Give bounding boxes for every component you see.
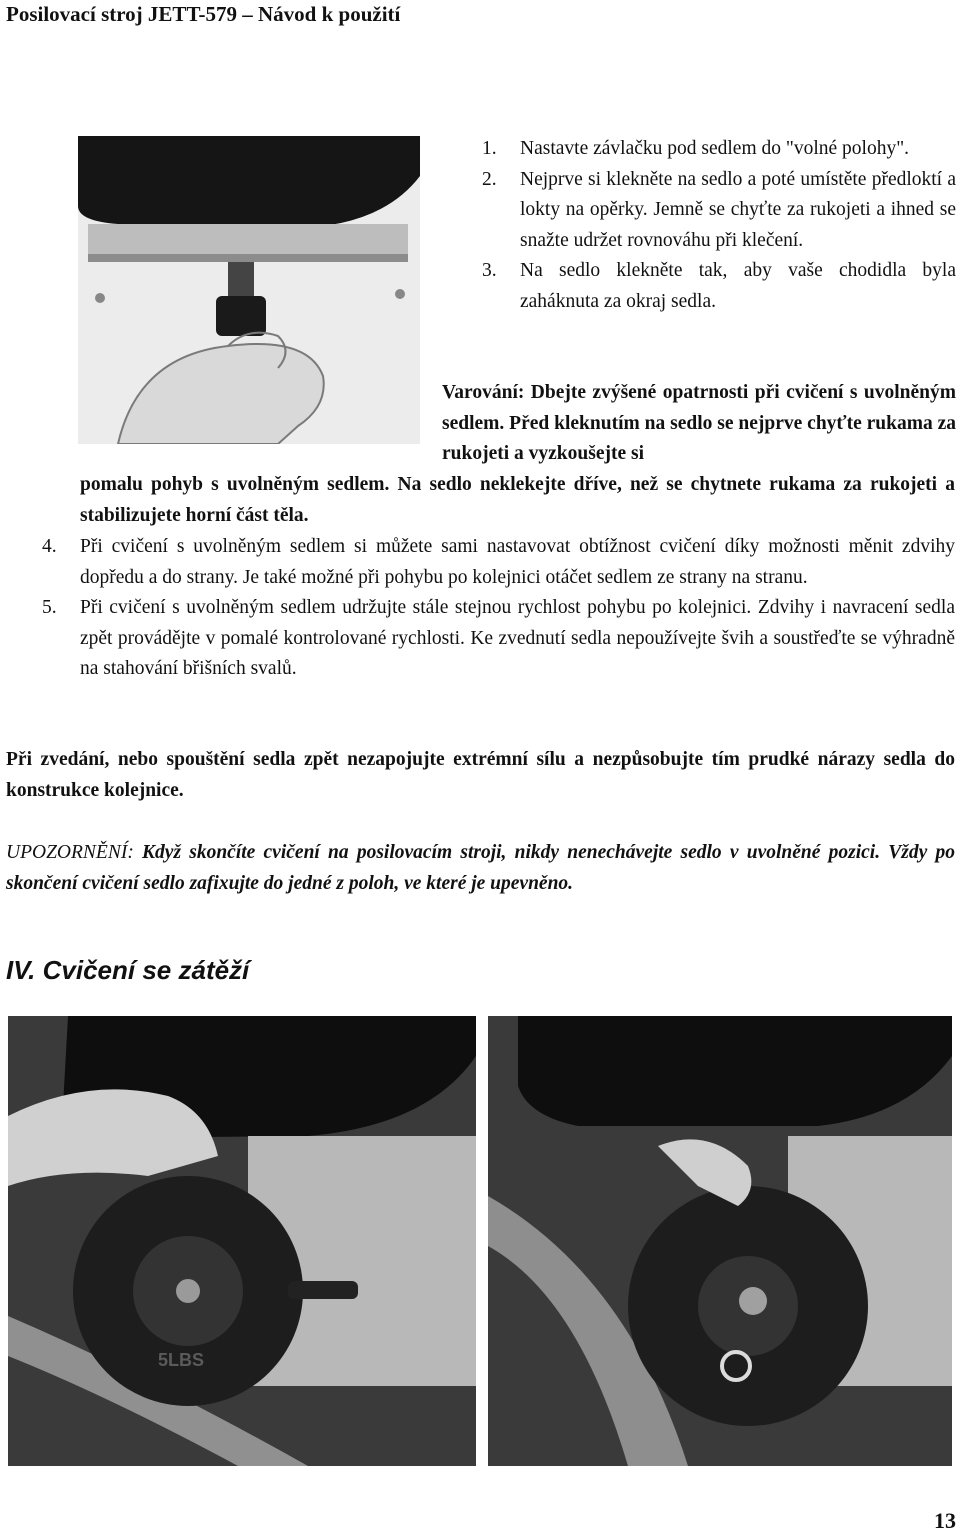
warning-text-part2: pomalu pohyb s uvolněným sedlem. Na sedlo neklekejte dříve, než se chytnete rukama za rukojeti a stabilizujete horní část těla. [80, 474, 955, 526]
photo-weight-right [488, 1016, 952, 1466]
bold-note: Při zvedání, nebo spouštění sedla zpět nezapojujte extrémní sílu a nezpůsobujte tím prudké nárazy sedla do konstrukce kolejnice. [6, 749, 955, 801]
list-item [482, 165, 956, 257]
instruction-list-top [482, 134, 956, 317]
item-number: 2. [482, 168, 497, 190]
item-number: 3. [482, 260, 497, 281]
warning-text-part1: Varování: Dbejte zvýšené opatrnosti při cvičení s uvolněným sedlem. Před kleknutím na sedlo se nejprve chyťte rukama za rukojeti a vyzkoušejte si [442, 382, 956, 464]
section-title: IV. Cvičení se zátěží [6, 955, 250, 985]
page-number: 13 [934, 1508, 956, 1533]
item-number: 4. [42, 536, 57, 557]
item-text: Nastavte závlačku pod sedlem do "volné polohy". [520, 138, 910, 159]
photo-seat-pin [78, 136, 420, 444]
item-text: Nejprve si klekněte na sedlo a poté umístěte předloktí a lokty na opěrky. Jemně se chyťte za rukojeti a ihned se snažte udržet rovnováhu při klečení. [520, 168, 956, 251]
item-text: Při cvičení s uvolněným sedlem udržujte stále stejnou rychlost pohybu po kolejnici. Zdvihy i navracení sedla zpět provádějte v pomalé kontrolované rychlosti. Ke zvednutí sedla nepoužívejte švih a soustřeďte se výhradně na stahování břišních svalů. [80, 597, 955, 679]
list-item [42, 593, 955, 685]
instruction-list-bottom [42, 532, 955, 685]
list-item [42, 532, 955, 593]
list-item [482, 134, 956, 165]
plate-label-left: 5LBS [158, 1350, 205, 1370]
item-number: 5. [42, 597, 57, 618]
caution-label: UPOZORNĚNÍ: [6, 842, 134, 863]
item-number: 1. [482, 138, 497, 159]
caution-text: Když skončíte cvičení na posilovacím stroji, nikdy nenechávejte sedlo v uvolněné pozici. Vždy po skončení cvičení sedlo zafixujte do jedné z poloh, ve které je upevněno. [6, 842, 955, 894]
item-text: Na sedlo klekněte tak, aby vaše chodidla byla zaháknuta za okraj sedla. [520, 260, 956, 312]
page-header-title: Posilovací stroj JETT-579 – Návod k použití [6, 2, 401, 26]
photo-weight-left [8, 1016, 476, 1466]
item-text: Při cvičení s uvolněným sedlem si můžete sami nastavovat obtížnost cvičení díky možnosti měnit zdvihy dopředu a do strany. Je také možné při pohybu po kolejnici otáčet sedlem ze strany na stranu. [80, 536, 955, 588]
caution-paragraph [6, 838, 955, 899]
list-item [482, 256, 956, 317]
